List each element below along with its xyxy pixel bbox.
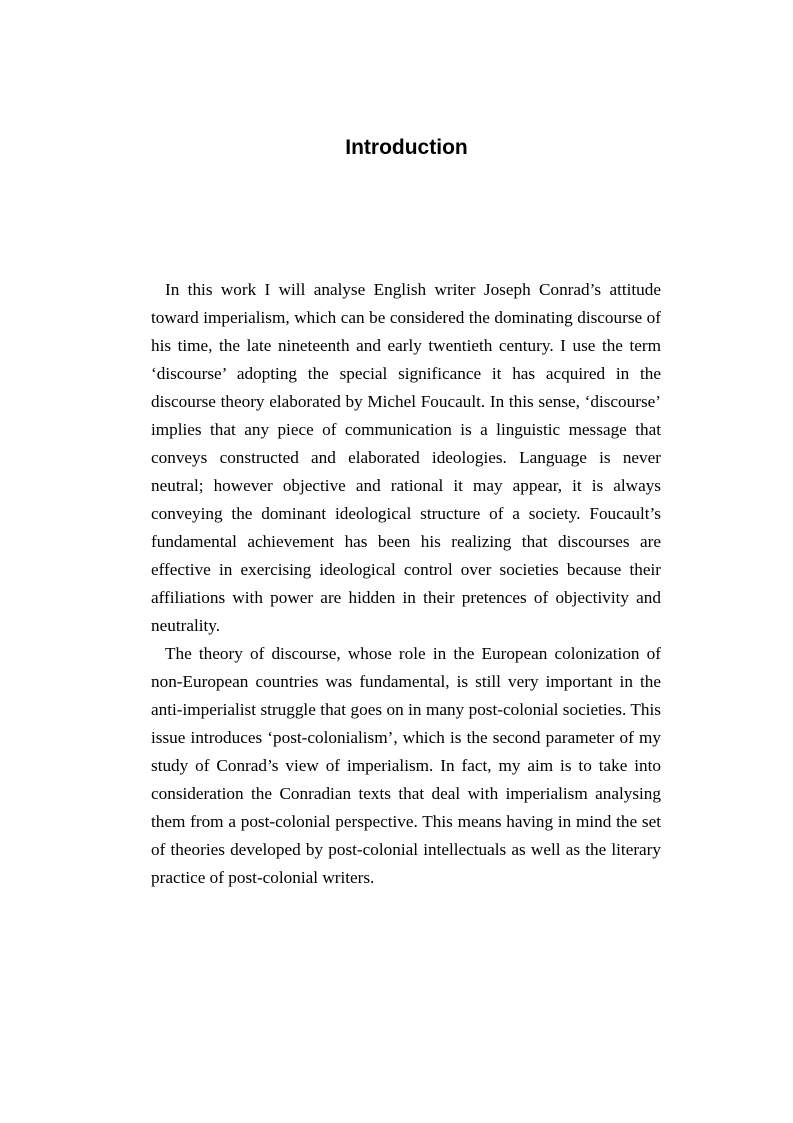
body-text: [151, 276, 661, 892]
paragraph: The theory of discourse, whose role in the European colonization of non-European countries was fundamental, is still very important in the anti-imperialist struggle that goes on in many post-colonial societies. This issue introduces ‘post-colonialism’, which is the second parameter of my study of Conrad’s view of imperialism. In fact, my aim is to take into consideration the Conradian texts that deal with imperialism analysing them from a post-colonial perspective. This means having in mind the set of theories developed by post-colonial intellectuals as well as the literary practice of post-colonial writers.: [151, 644, 661, 887]
page-title: Introduction: [345, 136, 468, 159]
paragraph: In this work I will analyse English writer Joseph Conrad’s attitude toward imperialism, which can be considered the dominating discourse of his time, the late nineteenth and early twentieth century. I use the term ‘discourse’ adopting the special significance it has acquired in the discourse theory elaborated by Michel Foucault. In this sense, ‘discourse’ implies that any piece of communication is a linguistic message that conveys constructed and elaborated ideologies. Language is never neutral; however objective and rational it may appear, it is always conveying the dominant ideological structure of a society. Foucault’s fundamental achievement has been his realizing that discourses are effective in exercising ideological control over societies because their affiliations with power are hidden in their pretences of objectivity and neutrality.: [151, 280, 661, 635]
